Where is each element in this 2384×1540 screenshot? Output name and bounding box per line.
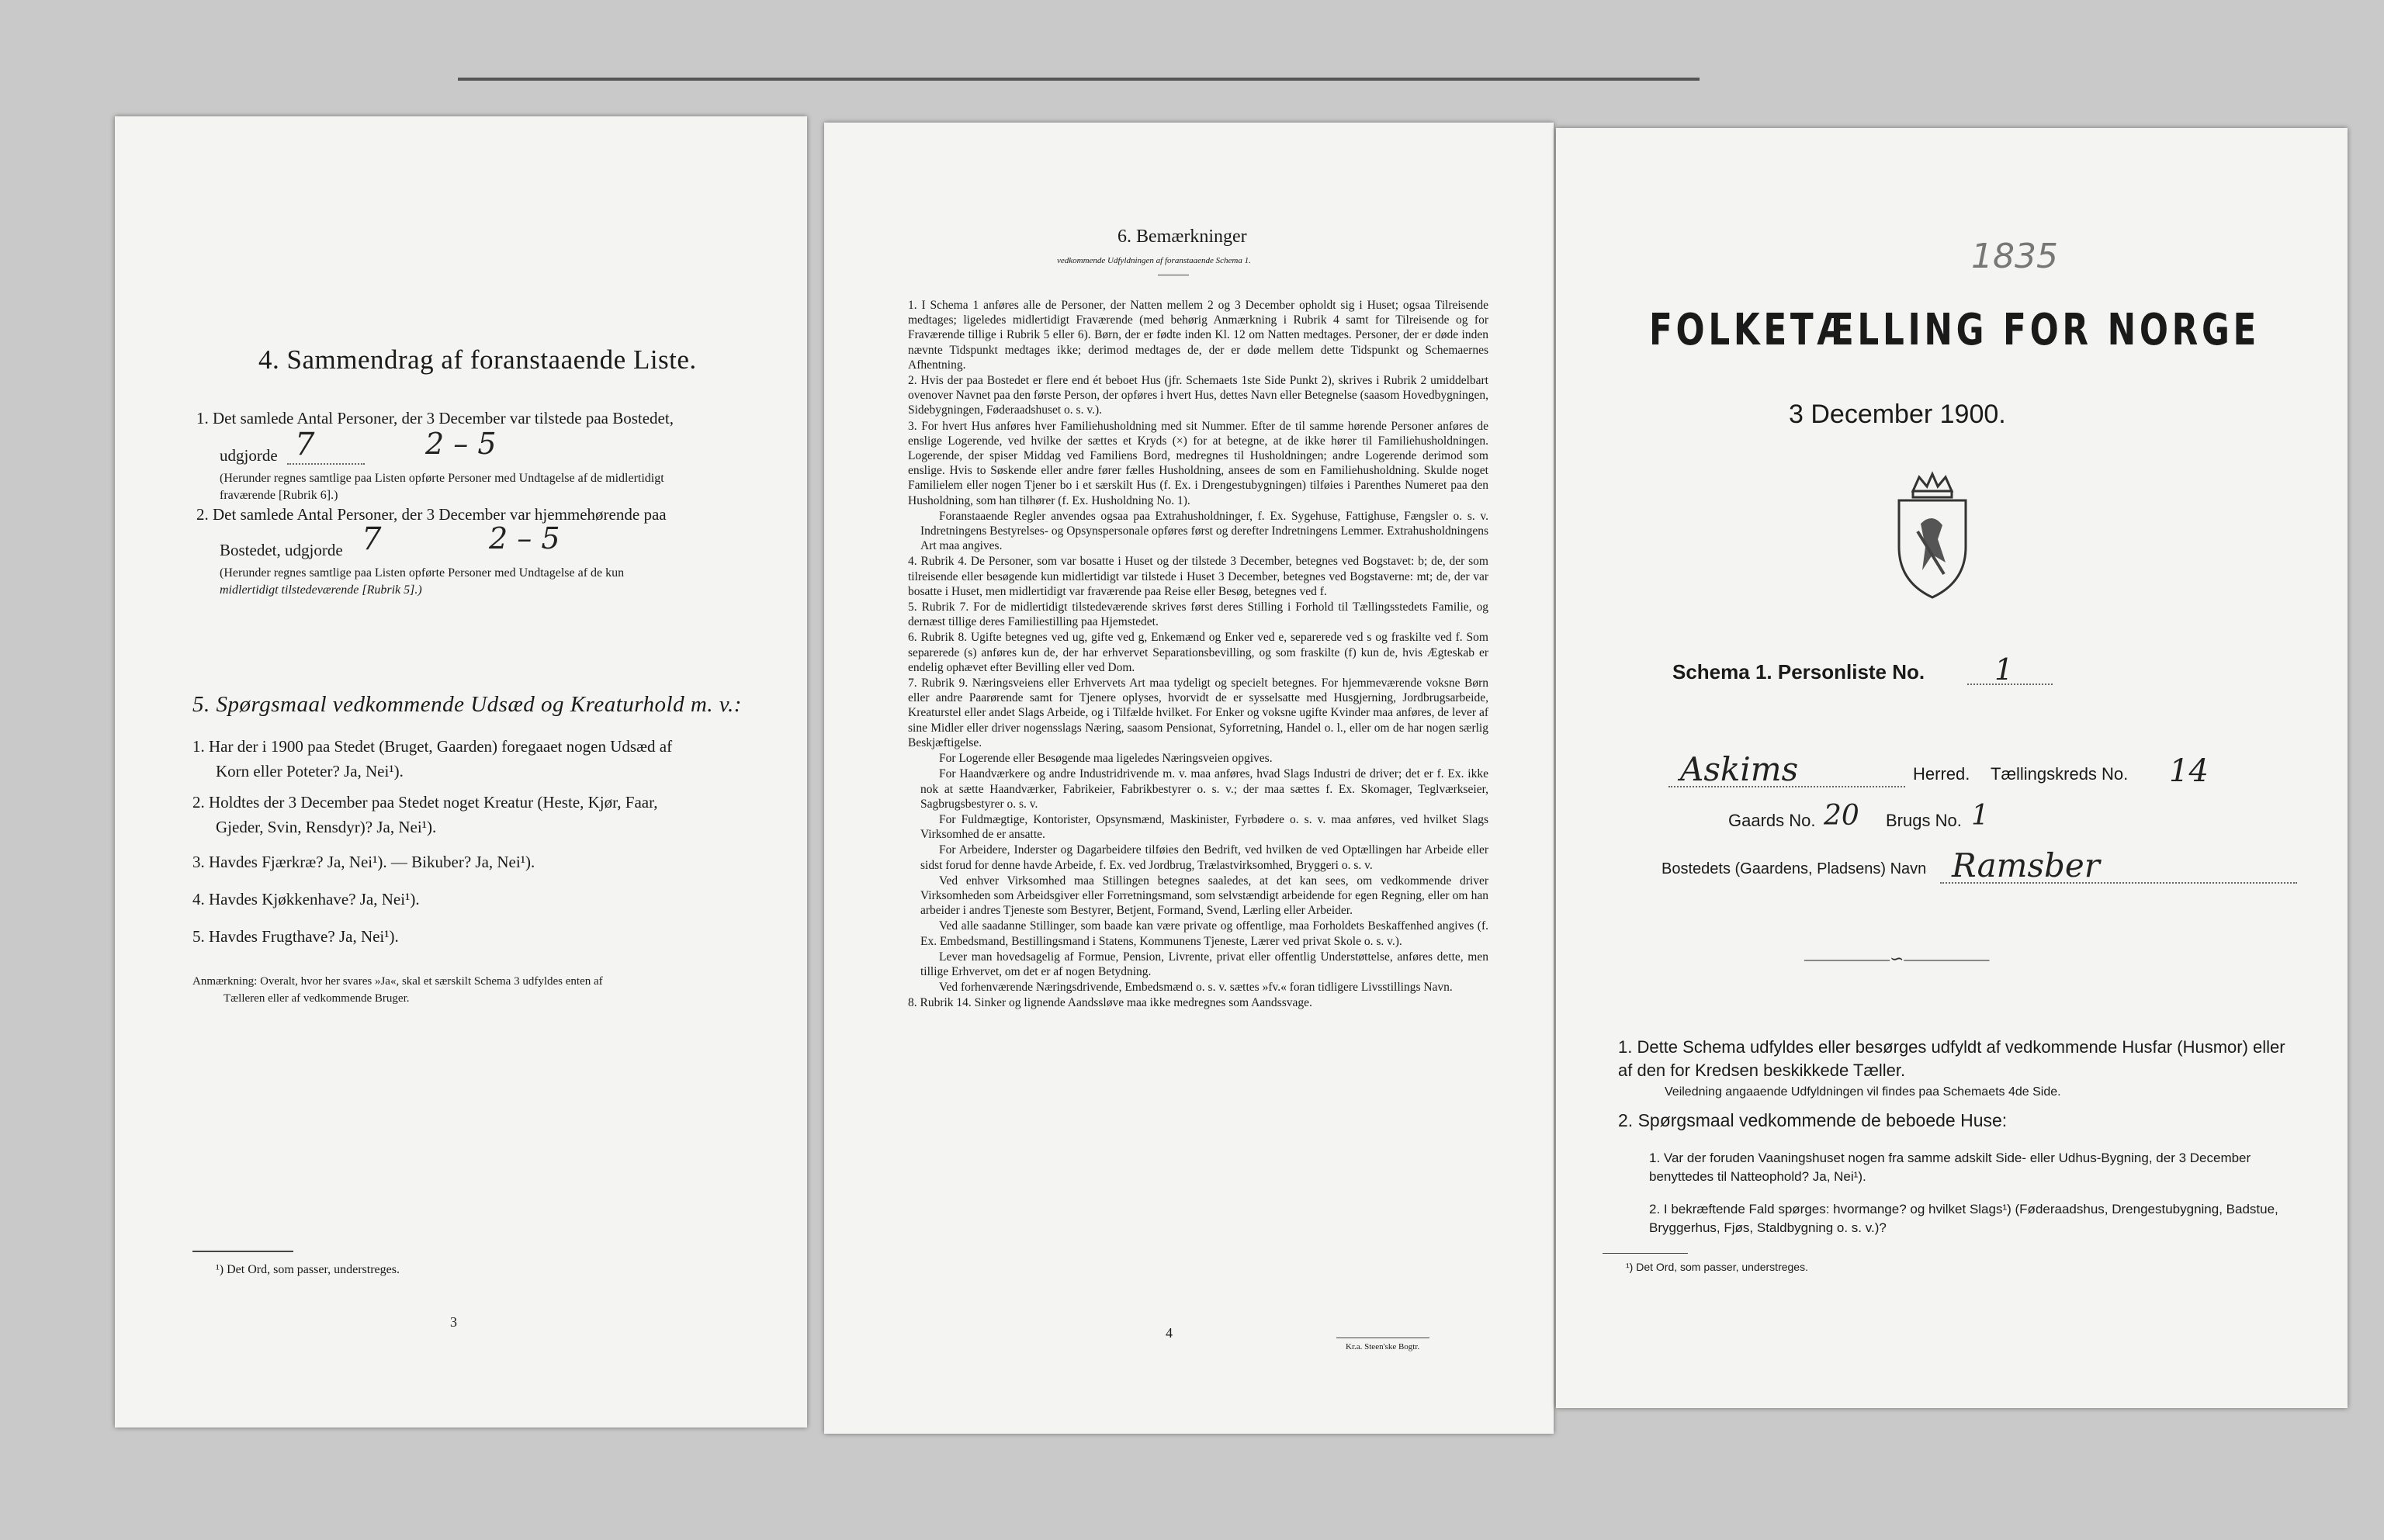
summary-item-2-line1: 2. Det samlede Antal Personer, der 3 December var hjemmehørende paa (196, 505, 667, 524)
question-4: 4. Havdes Kjøkkenhave? Ja, Nei¹). (192, 890, 420, 908)
remark-item: For Logerende eller Besøgende maa ligeledes Næringsveien opgives. (939, 752, 1273, 766)
page-3 (115, 116, 807, 1428)
summary-item-2-note-line1: (Herunder regnes samtlige paa Listen opførte Personer med Undtagelse af de kun (220, 566, 625, 580)
remark-item: Ved forhenværende Næringsdrivende, Embedsmænd o. s. v. sættes »fv.« foran tidligere Livsstillings Navn. (939, 981, 1453, 995)
remark-item: 7. Rubrik 9. Næringsveiens eller Erhvervets Art maa tydeligt og specielt betegnes. For hjemmeværende voksne Børn eller andre Paarørende samt for Tjenere oplyses, hvorvidt de er sysselsatte med Husgjerning, Jordbrugsarbeide, Kreaturstel eller andet Slags Arbeide, og i Tilfælde hvilket. For Enker og voksne ugifte Kvinder maa anføres, de lever af sine Midler eller driver nogensslags Næring, saasom Pensionat, Syforretning, Handel o. l., eller om de har nogen særlig Beskjæftigelse. (908, 677, 1488, 749)
cover-subquestion-1: 1. Var der foruden Vaaningshuset nogen fra samme adskilt Side- eller Udhus-Bygning, der 3 December benyttedes til Natteophold? Ja, Nei¹). (1649, 1151, 2251, 1184)
question-5: 5. Havdes Frugthave? Ja, Nei¹). (192, 927, 399, 946)
cover-footnote: ¹) Det Ord, som passer, understreges. (1626, 1261, 1808, 1273)
footnote: ¹) Det Ord, som passer, understreges. (216, 1263, 400, 1276)
coat-of-arms-icon (1890, 469, 1975, 601)
remarks-list (908, 298, 1488, 1012)
section-5-title: 5. Spørgsmaal vedkommende Udsæd og Kreaturhold m. v.: (192, 692, 742, 717)
annotation-note (192, 973, 798, 1007)
census-date: 3 December 1900. (1789, 400, 2006, 429)
question-2-line2: Gjeder, Svin, Rensdyr)? Ja, Nei¹). (216, 818, 437, 836)
handwritten-herred: Askims (1680, 750, 1799, 788)
summary-item-1-note-line2: fraværende [Rubrik 6].) (220, 489, 338, 502)
ornament-divider: —————∽————— (1804, 949, 1990, 968)
summary-item-2-label: Bostedet, udgjorde (220, 541, 343, 559)
remark-item: Ved alle saadanne Stillinger, som baade kan være private og offentlige, maa Forholdets Beskaffenhed angives (f. Ex. Embedsmand, Bestillingsmand i Statens, Kommunens Tjeneste, Lærer ved privat Skole o. s. v.). (920, 919, 1488, 948)
handwritten-total-present: 7 (295, 427, 315, 462)
gaards-label: Gaards No. (1728, 811, 1816, 830)
handwritten-split-resident: 2 – 5 (489, 521, 560, 555)
printer-mark: Kr.a. Steen'ske Bogtr. (1346, 1342, 1420, 1351)
page-1-cover (1556, 128, 2348, 1408)
page-number-4: 4 (1166, 1325, 1173, 1341)
question-2 (192, 790, 790, 839)
question-2-line1: 2. Holdtes der 3 December paa Stedet noget Kreatur (Heste, Kjør, Faar, (192, 793, 658, 812)
remark-item: 8. Rubrik 14. Sinker og lignende Aandssløve maa ikke medregnes som Aandssvage. (908, 996, 1312, 1010)
remark-item: 3. For hvert Hus anføres hver Familiehusholdning med sit Nummer. Efter de til samme hørende Personer anføres de enslige Logerende, ved hvilke der sættes et Kryds (×) for at betegne, at de ikke hører til Familiehusholdningen. Logerende, der spiser Middag ved Familiens Bord, medregnes til Husholdningen; andre Logerende derimod som enslige. Hvis to Søskende eller andre fører fælles Husholdning, ansees de som en Familiehusholdning. Skulde noget Familielem eller nogen Tjener bo i et særskilt Hus (f. Ex. i Drengestubygningen) tilføies i Parenthes Numeret paa den Husholdning, som han tilhører (f. Ex. Husholdning No. 1). (908, 419, 1488, 507)
handwritten-gaards-no: 20 (1824, 800, 1859, 832)
page-4 (824, 123, 1554, 1434)
summary-item-1-label: udgjorde (220, 446, 278, 465)
handwritten-split-present: 2 – 5 (425, 427, 497, 461)
section-4-title: 4. Sammendrag af foranstaaende Liste. (258, 344, 697, 375)
summary-item-1-note-line1: (Herunder regnes samtlige paa Listen opførte Personer med Undtagelse af de midlertidigt (220, 472, 664, 485)
summary-item-1-line1: 1. Det samlede Antal Personer, der 3 December var tilstede paa Bostedet, (196, 409, 674, 427)
summary-item-2-note-line2: midlertidigt tilstedeværende [Rubrik 5].) (220, 583, 422, 597)
footnote-rule (192, 1251, 293, 1252)
brugs-label: Brugs No. (1886, 811, 1962, 830)
handwritten-personliste-no: 1 (1994, 652, 2014, 687)
pencil-annotation: 1835 (1971, 237, 2058, 276)
cover-item-1-small: Veiledning angaaende Udfyldningen vil findes paa Schemaets 4de Side. (1665, 1085, 2061, 1099)
summary-item-2-note (220, 565, 786, 599)
question-1-line1: 1. Har der i 1900 paa Stedet (Bruget, Gaarden) foregaaet nogen Udsæd af (192, 737, 673, 756)
remark-item: 2. Hvis der paa Bostedet er flere end ét beboet Hus (jfr. Schemaets 1ste Side Punkt 2), skrives i Rubrik 2 umiddelbart ovenover Navnet paa den første Person, der opføres i hvert Hus, dettes Navn eller Betegnelse (saasom Hovedbygningen, Sidebygningen, Føderaadshuset o. s. v.). (908, 374, 1488, 417)
remark-item: Lever man hovedsagelig af Formue, Pension, Livrente, privat eller offentlig Understøttelse, anføres dette, men tillige Erhvervet, om det er af nogen Betydning. (920, 950, 1488, 978)
handwritten-bosted-name: Ramsber (1952, 846, 2100, 884)
remark-item: Foranstaaende Regler anvendes ogsaa paa Extrahusholdninger, f. Ex. Sygehuse, Fattighuse, Fængsler o. s. v. Indretningens Bestyrelses- og Opsynspersonale opføres først og derefter Indretningens Lemmer. Extrahusholdningens Art maa angives. (920, 509, 1488, 553)
cover-item-2-title: 2. Spørgsmaal vedkommende de beboede Huse: (1618, 1110, 2008, 1130)
remark-item: 5. Rubrik 7. For de midlertidigt tilstedeværende skrives først deres Stilling i Forhold til Tællingsstedets Familie, og dernæst tillige deres Familiestilling paa Hjemstedet. (908, 600, 1488, 629)
remark-item: Ved enhver Virksomhed maa Stillingen betegnes saaledes, at det kan sees, om vedkommende driver Virksomheden som Arbeidsgiver eller Forretningsmand, som selvstændigt arbeidende for egen Regning, eller om han arbeider i andres Tjeneste som Bestyrer, Betjent, Formand, Svend, Lærling eller Arbeider. (920, 874, 1488, 918)
cover-subquestion-2: 2. I bekræftende Fald spørges: hvormange? og hvilket Slags¹) (Føderaadshus, Drengestubygning, Badstue, Bryggerhus, Fjøs, Staldbygning o. s. v.)? (1649, 1202, 2278, 1235)
remarks-title: 6. Bemærkninger (1118, 227, 1247, 247)
remark-item: 1. I Schema 1 anføres alle de Personer, der Natten mellem 2 og 3 December opholdt sig i Huset; ogsaa Tilreisende medtages; ligeledes midlertidigt Fraværende (med behørig Anmærkning i Rubrik 4 samt for Tilreisende og for Fraværende tillige i Rubrik 5 eller 6). Børn, der er fødte inden Kl. 12 om Natten medtages. Personer, der er døde inden nævnte Tidspunkt medtages ikke; derimod medtages de, der er døde mellem dette Tidspunkt og Schemaernes Afhentning. (908, 299, 1488, 372)
question-1-line2: Korn eller Poteter? Ja, Nei¹). (216, 762, 404, 780)
remark-item: For Arbeidere, Inderster og Dagarbeidere tilføies den Bedrift, ved hvilken de ved Optællingen har Arbeide eller sidst forud for denne havde Arbeide, f. Ex. ved Jordbrug, Trælastvirksomhed, Bryggeri o. s. v. (920, 843, 1488, 872)
annotation-note-line1: Anmærkning: Overalt, hvor her svares »Ja«, skal et særskilt Schema 3 udfyldes enten af (192, 975, 603, 988)
question-3: 3. Havdes Fjærkræ? Ja, Nei¹). — Bikuber? Ja, Nei¹). (192, 853, 535, 871)
remark-item: 6. Rubrik 8. Ugifte betegnes ved ug, gifte ved g, Enkemænd og Enker ved e, separerede ved s og fraskilte ved f. Som separerede (s) anføres kun de, der har erhvervet Separationsbevilling, og som fraskilte (f) kun de, hvis Ægteskab er endelig ophævet efter Bevilling eller ved Dom. (908, 631, 1488, 674)
remark-item: For Haandværkere og andre Industridrivende m. v. maa anføres, hvad Slags Industri de driver; det er f. Ex. ikke nok at sætte Haandværker, Fabrikeier, Fabrikbestyrer o. s. v.; der maa sættes f. Ex. Skomager, Teglværkseier, Sagbrugsbestyrer o. s. v. (920, 767, 1488, 811)
schema-label: Schema 1. Personliste No. (1672, 660, 1925, 683)
bosted-label: Bostedets (Gaardens, Pladsens) Navn (1662, 860, 1927, 877)
page-number-3: 3 (450, 1314, 457, 1330)
remarks-subtitle: vedkommende Udfyldningen af foranstaaende Schema 1. (1057, 256, 1251, 265)
handwritten-kreds-no: 14 (2169, 753, 2209, 789)
handwritten-total-resident: 7 (362, 521, 382, 557)
remark-item: For Fuldmægtige, Kontorister, Opsynsmænd, Maskinister, Fyrbødere o. s. v. maa anføres, ved hvilket Slags Virksomhed de er ansatte. (920, 812, 1488, 842)
annotation-note-line2: Tælleren eller af vedkommende Bruger. (224, 992, 410, 1005)
herred-label: Herred. (1913, 764, 1970, 784)
question-1 (192, 734, 790, 784)
summary-item-1-note (220, 470, 786, 504)
remark-item: 4. Rubrik 4. De Personer, som var bosatte i Huset og der tilstede 3 December, betegnes ved Bogstavet: b; de, der som tilreisende eller besøgende kun midlertidigt var tilstede i Huset 3 December, betegnes ved Bogstaverne: mt; de, der var bosatte i Huset, men midlertidigt var fraværende paa Reise eller Besøg, betegnes ved f. (908, 555, 1488, 598)
handwritten-brugs-no: 1 (1971, 800, 1989, 832)
kreds-label: Tællingskreds No. (1991, 764, 2129, 784)
census-title: FOLKETÆLLING FOR NORGE (1649, 305, 2260, 355)
scan-edge-line (458, 78, 1700, 81)
cover-item-1: 1. Dette Schema udfyldes eller besørges udfyldt af vedkommende Husfar (Husmor) eller af den for Kredsen beskikkede Tæller. (1618, 1037, 2285, 1080)
